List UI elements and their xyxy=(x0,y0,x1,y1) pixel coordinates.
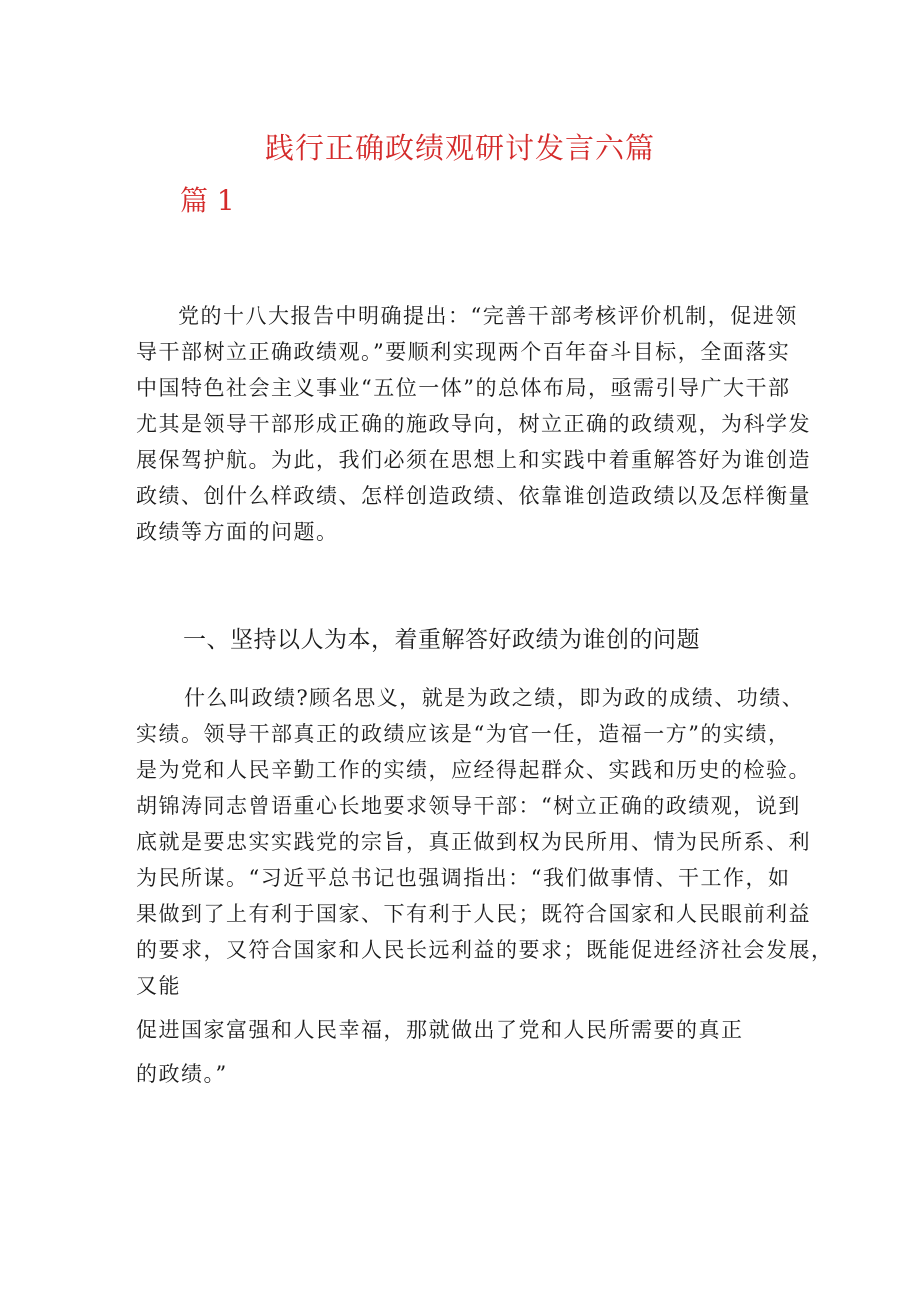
paragraph-line: 的要求，又符合国家和人民长远利益的要求；既能促进经济社会发展， xyxy=(136,938,834,962)
section-label: 篇 1 xyxy=(180,184,235,217)
paragraph-line: 党的十八大报告中明确提出：“完善干部考核评价机制，促进领 xyxy=(178,304,798,328)
paragraph-line: 政绩、创什么样政绩、怎样创造政绩、依靠谁创造政绩以及怎样衡量 xyxy=(136,484,811,508)
section-heading: 一、坚持以人为本，着重解答好政绩为谁创的问题 xyxy=(183,627,700,653)
paragraph-line: 为民所谋。“习近平总书记也强调指出：“我们做事情、干工作，如 xyxy=(136,866,791,890)
paragraph-line: 的政绩。” xyxy=(136,1062,228,1086)
paragraph-line: 导干部树立正确政绩观。”要顺利实现两个百年奋斗目标，全面落实 xyxy=(136,340,791,364)
paragraph-line: 展保驾护航。为此，我们必须在思想上和实践中着重解答好为谁创造 xyxy=(136,448,811,472)
paragraph-line: 尤其是领导干部形成正确的施政导向，树立正确的政绩观，为科学发 xyxy=(136,412,811,436)
paragraph-2 xyxy=(136,680,834,1092)
paragraph-line: 是为党和人民辛勤工作的实绩，应经得起群众、实践和历史的检验。 xyxy=(136,758,811,782)
paragraph-line: 政绩等方面的问题。 xyxy=(136,520,339,544)
paragraph-line: 中国特色社会主义事业“五位一体”的总体布局，亟需引导广大干部 xyxy=(136,376,791,400)
paragraph-line: 什么叫政绩?顾名思义，就是为政之绩，即为政的成绩、功绩、 xyxy=(184,686,805,710)
document-title: 践行正确政绩观研讨发言六篇 xyxy=(264,131,655,165)
paragraph-line: 实绩。领导干部真正的政绩应该是“为官一任，造福一方”的实绩， xyxy=(136,722,791,746)
paragraph-line: 促进国家富强和人民幸福，那就做出了党和人民所需要的真正 xyxy=(136,1018,744,1042)
paragraph-line: 胡锦涛同志曾语重心长地要求领导干部：“树立正确的政绩观，说到 xyxy=(136,794,801,818)
paragraph-line: 果做到了上有利于国家、下有利于人民；既符合国家和人民眼前利益 xyxy=(136,902,811,926)
paragraph-line: 又能 xyxy=(136,974,181,998)
paragraph-1 xyxy=(136,298,811,550)
paragraph-line: 底就是要忠实实践党的宗旨，真正做到权为民所用、情为民所系、利 xyxy=(136,830,811,854)
